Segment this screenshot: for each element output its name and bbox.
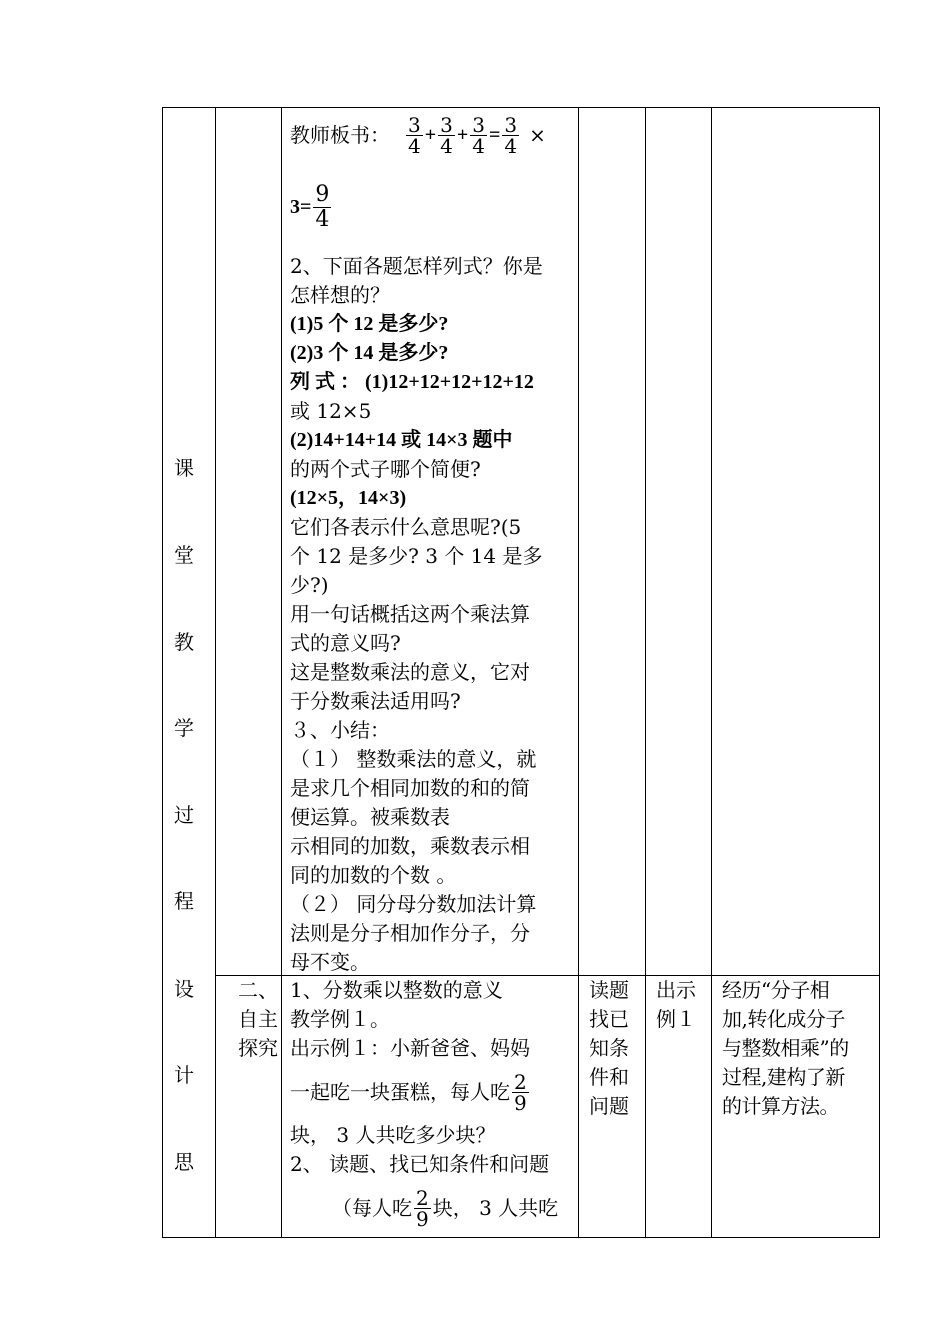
fraction-3-4: $\frac{3}{4}$ bbox=[408, 112, 421, 158]
side-label-char: 过 bbox=[174, 803, 194, 827]
text-line: （１） 整数乘法的意义，就 bbox=[290, 747, 537, 771]
question-line: 怎样想的？ bbox=[290, 283, 390, 307]
text-line: 加,转化成分子 bbox=[722, 1007, 845, 1031]
section-content bbox=[290, 976, 575, 1237]
text-line: 的计算方法。 bbox=[722, 1094, 839, 1118]
text-line: 例１ bbox=[656, 1007, 696, 1031]
text-line: 1、分数乘以整数的意义 bbox=[290, 978, 503, 1002]
table-top-border bbox=[162, 107, 880, 108]
text-line: 这是整数乘法的意义，它对 bbox=[290, 660, 530, 684]
text-line: 是求几个相同加数的和的简 bbox=[290, 776, 530, 800]
fraction-3-4: $\frac{3}{4}$ bbox=[440, 112, 453, 158]
text-line: 便运算。被乘数表 bbox=[290, 805, 450, 829]
col-border-2 bbox=[215, 107, 216, 1238]
text-line: 的两个式子哪个简便? bbox=[290, 457, 481, 481]
text-line: 出示 bbox=[656, 978, 696, 1002]
text-line: 问题 bbox=[589, 1094, 629, 1118]
side-label-char: 设 bbox=[174, 977, 194, 1001]
text-line: 块， 3 人共吃多少块？ bbox=[290, 1123, 496, 1147]
fraction-9-4: $\frac{9}{4}$ bbox=[315, 181, 330, 232]
text-line: 式的意义吗? bbox=[290, 631, 401, 655]
text-line: (2)14+14+14 或 14×3 题中 bbox=[290, 429, 513, 451]
text-line: 法则是分子相加作分子，分 bbox=[290, 921, 530, 945]
design-rationale bbox=[722, 976, 876, 1121]
times-sign: × bbox=[529, 122, 546, 147]
text-line: 2、 读题、找已知条件和问题 bbox=[290, 1152, 550, 1176]
board-prefix: 教师板书： bbox=[290, 122, 390, 147]
board-writing bbox=[290, 110, 575, 242]
text-line: 与整数相乘”的 bbox=[722, 1036, 849, 1060]
question-line: (1)5 个 12 是多少? bbox=[290, 313, 449, 335]
col-border-6 bbox=[711, 107, 712, 1238]
text-line: 示相同的加数，乘数表示相 bbox=[290, 834, 530, 858]
text-line: 找已 bbox=[589, 1007, 629, 1031]
col-border-7 bbox=[879, 107, 880, 1238]
table-bottom-border bbox=[162, 1237, 880, 1238]
text-line: （每人吃 bbox=[332, 1195, 412, 1220]
plus-sign: + bbox=[424, 123, 437, 146]
text-line: (12×5，14×3) bbox=[290, 487, 407, 509]
side-label-char: 堂 bbox=[174, 543, 194, 567]
text-line: 母不变。 bbox=[290, 950, 370, 974]
lesson-text bbox=[290, 252, 575, 977]
col-border-5 bbox=[645, 107, 646, 1238]
text-line: 一起吃一块蛋糕，每人吃 bbox=[290, 1079, 510, 1104]
text-line: 知条 bbox=[589, 1036, 629, 1060]
col-border-3 bbox=[281, 107, 282, 1238]
side-label-char: 课 bbox=[174, 456, 194, 480]
fraction-3-4: $\frac{3}{4}$ bbox=[504, 112, 518, 158]
text-line: 于分数乘法适用吗? bbox=[290, 689, 461, 713]
text-line: （２） 同分母分数加法计算 bbox=[290, 892, 537, 916]
text-line: 件和 bbox=[589, 1065, 629, 1089]
plus-sign: + bbox=[456, 123, 469, 146]
equals-sign: = bbox=[489, 123, 501, 146]
section-title-line: 二、 bbox=[238, 978, 278, 1002]
media-note bbox=[656, 976, 708, 1034]
text-line: 少?) bbox=[290, 573, 329, 597]
side-label-char: 学 bbox=[174, 716, 194, 740]
section-title-line: 探究 bbox=[238, 1036, 278, 1060]
text-line: 教学例１。 bbox=[290, 1007, 390, 1031]
text-line: 过程,建构了新 bbox=[722, 1065, 845, 1089]
side-label-char: 教 bbox=[174, 630, 194, 654]
fraction-3-4: $\frac{3}{4}$ bbox=[472, 112, 486, 158]
text-line: 列 式 ： (1)12+12+12+12+12 bbox=[290, 371, 534, 393]
text-line: 块， 3 人共吃 bbox=[432, 1195, 559, 1220]
text-line: 读题 bbox=[589, 978, 629, 1002]
text-line: 同的加数的个数 。 bbox=[290, 863, 457, 887]
text-line: 经历“分子相 bbox=[722, 978, 830, 1002]
fraction-2-9: $\frac{2}{9}$ bbox=[416, 1185, 429, 1231]
section-title-line: 自主 bbox=[238, 1007, 278, 1031]
text-line: 用一句话概括这两个乘法算 bbox=[290, 602, 530, 626]
question-line: 2、下面各题怎样列式？你是 bbox=[290, 254, 543, 278]
text-line: 或 12×5 bbox=[290, 399, 372, 423]
col-border-1 bbox=[162, 107, 163, 1238]
side-label-char: 计 bbox=[174, 1063, 194, 1087]
text-line: 出示例１：小新爸爸、妈妈 bbox=[290, 1036, 530, 1060]
col-border-4 bbox=[578, 107, 579, 1238]
text-line: 个 12 是多少? 3 个 14 是多 bbox=[290, 544, 543, 568]
question-line: (2)3 个 14 是多少? bbox=[290, 342, 449, 364]
side-label-char: 思 bbox=[174, 1150, 194, 1174]
board-result-prefix: 3= bbox=[290, 195, 312, 218]
section-title bbox=[220, 976, 278, 1063]
student-activity bbox=[589, 976, 641, 1121]
text-line: 它们各表示什么意思呢?(5 bbox=[290, 515, 522, 539]
fraction-2-9: $\frac{2}{9}$ bbox=[514, 1069, 527, 1115]
side-label-char: 程 bbox=[174, 889, 194, 913]
text-line: ３、小结： bbox=[290, 718, 390, 742]
